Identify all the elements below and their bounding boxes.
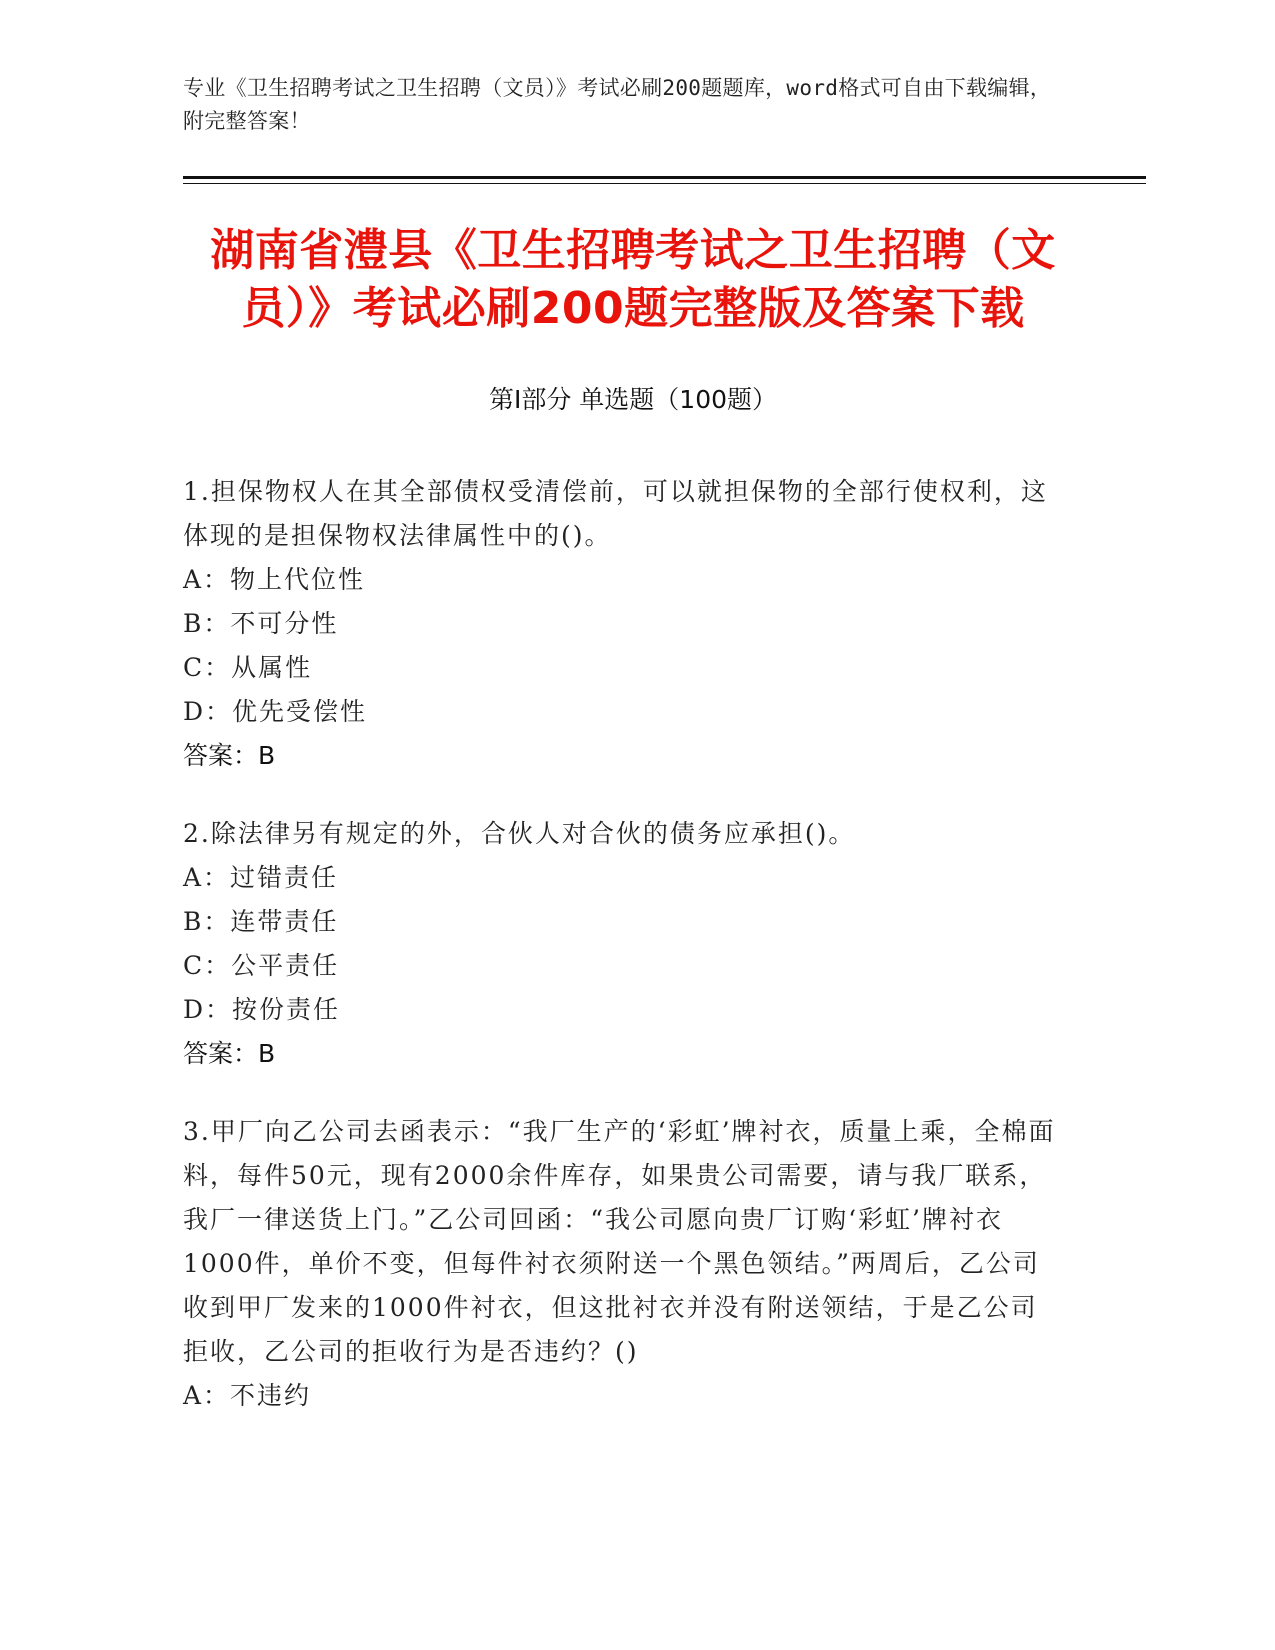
question-text: 3.甲厂向乙公司去函表示：“我厂生产的‘彩虹’牌衬衣，质量上乘，全棉面料，每件50元，现有2000余件库存，如果贵公司需要，请与我厂联系，我厂一律送货上门。”乙公司回函：“我公司愿向贵厂订购‘彩虹’牌衬衣1000件，单价不变，但每件衬衣须附送一个黑色领结。”两周后，乙公司收到甲厂发来的1000件衬衣，但这批衬衣并没有附送领结，于是乙公司拒收，乙公司的拒收行为是否违约？() (183, 1117, 1056, 1366)
option-c: C：从属性 (183, 653, 313, 682)
option-c: C：公平责任 (183, 951, 340, 980)
option-a: A：物上代位性 (183, 565, 366, 594)
option-d: D：优先受偿性 (183, 697, 368, 726)
section-heading: 第Ⅰ部分 单选题（100题） (488, 385, 778, 414)
header-note: 专业《卫生招聘考试之卫生招聘（文员）》考试必刷200题题库，word格式可自由下载编辑，附完整答案！ (183, 76, 1052, 133)
option-b: B：连带责任 (183, 907, 339, 936)
question-text: 2.除法律另有规定的外，合伙人对合伙的债务应承担()。 (183, 819, 856, 848)
question-1 (183, 470, 1063, 778)
question-text: 1.担保物权人在其全部债权受清偿前，可以就担保物的全部行使权利，这体现的是担保物权法律属性中的()。 (183, 477, 1048, 550)
document-title: 湖南省澧县《卫生招聘考试之卫生招聘（文员）》考试必刷200题完整版及答案下载 (210, 225, 1056, 334)
question-3 (183, 1110, 1063, 1418)
option-a: A：过错责任 (183, 863, 339, 892)
option-b: B：不可分性 (183, 609, 339, 638)
header-divider-thick (183, 176, 1146, 179)
option-a: A：不违约 (183, 1381, 312, 1410)
question-2 (183, 812, 1063, 1076)
question-list (183, 470, 1063, 1452)
header-divider-thin (183, 183, 1146, 184)
answer-label: 答案：B (183, 741, 276, 770)
option-d: D：按份责任 (183, 995, 341, 1024)
answer-label: 答案：B (183, 1039, 276, 1068)
